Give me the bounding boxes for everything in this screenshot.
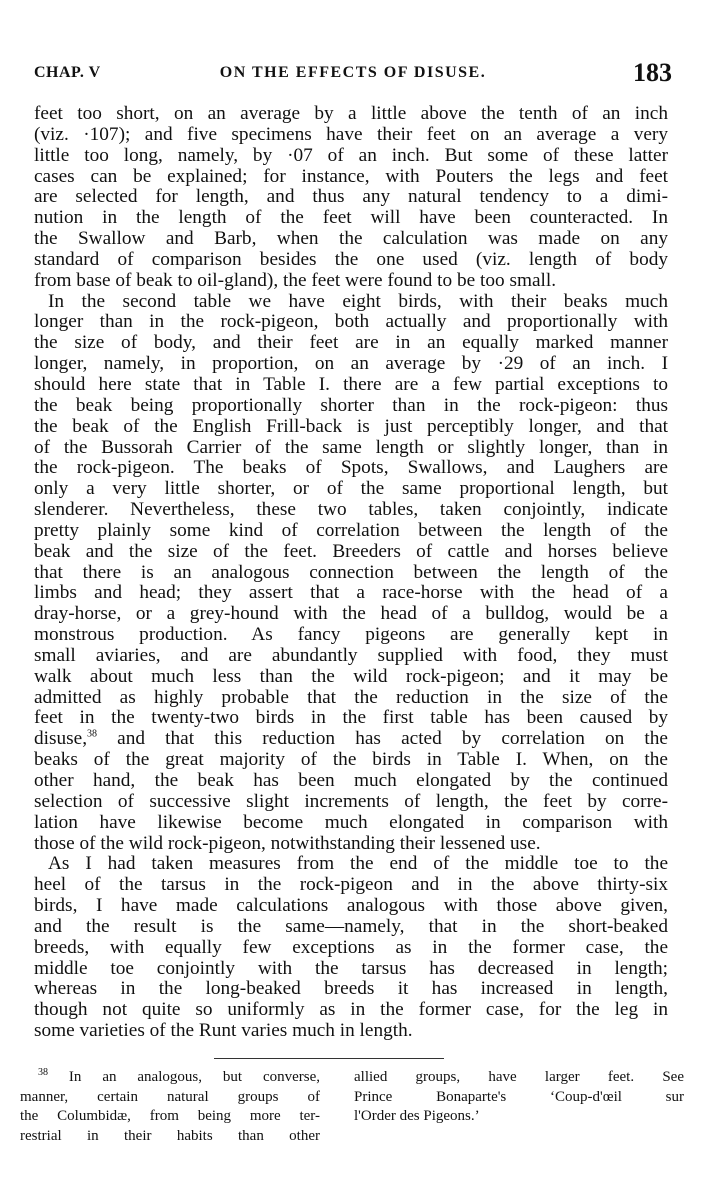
footnote-line: the Columbidæ, from being more ter- [20, 1108, 320, 1124]
text-line: longer, namely, in proportion, on an average by ·29 of an inch. I [34, 353, 668, 375]
text-line: pretty plainly some kind of correlation between the length of the [34, 519, 668, 541]
footnote-line: manner, certain natural groups of [20, 1088, 320, 1105]
chapter-label: CHAP. V [34, 64, 101, 81]
text-line: As I had taken measures from the end of the middle toe to the [48, 853, 668, 875]
text-line: birds, I have made calculations analogous with those above given, [34, 895, 668, 917]
footnote-line: restrial in their habits than other [20, 1127, 320, 1144]
footnote-reference: 38 [87, 728, 98, 740]
text-line: nution in the length of the feet will have been counteracted. In [34, 207, 668, 229]
text-line: other hand, the beak has been much elongated by the continued [34, 770, 668, 791]
text-line: some varieties of the Runt varies much in length. [34, 1020, 413, 1042]
text-line: In the second table we have eight birds, with their beaks much [48, 290, 668, 312]
text-line: from base of beak to oil-gland), the feet were found to be too small. [34, 269, 557, 291]
text-line: the Swallow and Barb, when the calculation was made on any [34, 228, 668, 250]
text-line: middle toe conjointly with the tarsus has decreased in length; [34, 957, 668, 979]
text-line: of the Bussorah Carrier of the same length or slightly longer, than in [34, 436, 668, 458]
text-line: limbs and head; they assert that a race-horse with the head of a [34, 582, 668, 604]
running-title: ON THE EFFECTS OF DISUSE. [219, 64, 487, 81]
text-line: though not quite so uniformly as in the former case, for the leg in [34, 999, 668, 1021]
footnote-line: allied groups, have larger feet. See [354, 1069, 684, 1085]
text-line: selection of successive slight increments of length, the feet by corre- [34, 790, 668, 812]
text-line: feet in the twenty-two birds in the first table has been caused by [34, 707, 668, 729]
text-line: admitted as highly probable that the reduction in the size of the [34, 686, 668, 708]
text-line: the beak being proportionally shorter than in the rock-pigeon: thus [34, 394, 668, 416]
text-line: the rock-pigeon. The beaks of Spots, Swallows, and Laughers are [34, 457, 668, 479]
text-line: slenderer. Nevertheless, these two tables, taken conjointly, indicate [34, 499, 668, 521]
text-line: cases can be explained; for instance, with Pouters the legs and feet [34, 165, 668, 187]
body-text [34, 104, 668, 1042]
page-number: 183 [633, 58, 672, 87]
footnote-marker: 38 [38, 1067, 48, 1078]
footnote-line: Prince Bonaparte's ‘Coup-d'œil sur [354, 1088, 684, 1105]
text-line: longer than in the rock-pigeon, both actually and proportionally with [34, 311, 668, 333]
running-header [34, 56, 672, 92]
text-line: only a very little shorter, or of the same proportional length, but [34, 478, 668, 500]
text-line: beaks of the great majority of the birds in Table I. When, on the [34, 749, 668, 771]
text-line: dray-horse, or a grey-hound with the head of a bulldog, would be a [34, 603, 668, 625]
footnote-line [20, 1068, 320, 1088]
text-line: standard of comparison besides the one used (viz. length of body [34, 248, 668, 270]
text-line: are selected for length, and thus any natural tendency to a dimi- [34, 186, 668, 208]
text-line: whereas in the long-beaked breeds it has increased in length, [34, 978, 668, 1000]
text-line: small aviaries, and are abundantly supplied with food, they must [34, 644, 668, 666]
text-line: the beak of the English Frill-back is just perceptibly longer, and that [34, 415, 668, 437]
footnote-left-column [20, 1068, 320, 1146]
text-line: lation have likewise become much elongated in comparison with [34, 811, 668, 833]
text-line: those of the wild rock-pigeon, notwithstanding their lessened use. [34, 832, 541, 854]
footnote-right-column [354, 1068, 684, 1127]
text-line: should here state that in Table I. there are a few partial exceptions to [34, 373, 668, 395]
text-line: and the result is the same—namely, that in the short-beaked [34, 915, 668, 937]
text-line: little too long, namely, by ·07 of an inch. But some of these latter [34, 144, 668, 166]
text-line: the size of body, and their feet are in an equally marked manner [34, 332, 668, 354]
text-line: walk about much less than the wild rock-pigeon; and it may be [34, 665, 668, 687]
footnote-divider [214, 1058, 444, 1059]
text-fragment: In an analogous, but converse, [48, 1069, 320, 1085]
text-line: feet too short, on an average by a little above the tenth of an inch [34, 103, 668, 124]
footnote-line: l'Order des Pigeons.’ [354, 1108, 480, 1124]
text-line: heel of the tarsus in the rock-pigeon and in the above thirty-six [34, 874, 668, 896]
text-line: breeds, with equally few exceptions as in the former case, the [34, 936, 668, 958]
text-line: (viz. ·107); and five specimens have their feet on an average a very [34, 123, 668, 145]
text-line: monstrous production. As fancy pigeons are generally kept in [34, 624, 668, 646]
text-line: that there is an analogous connection between the length of the [34, 561, 668, 583]
text-line: beak and the size of the feet. Breeders of cattle and horses believe [34, 540, 668, 562]
text-fragment: disuse, [34, 728, 88, 750]
text-line [34, 729, 668, 750]
text-fragment: and that this reduction has acted by correlation on the [97, 728, 668, 750]
